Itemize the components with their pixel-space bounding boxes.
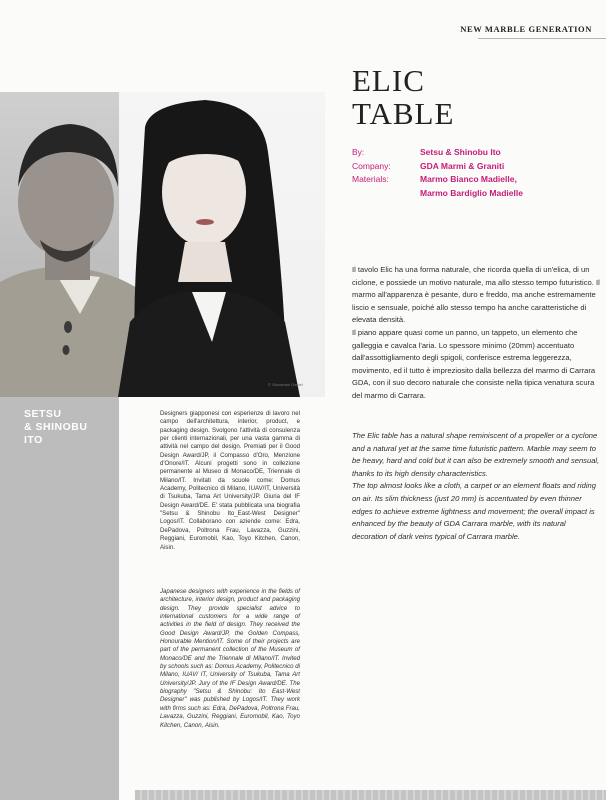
designer-name-line-3: ITO — [24, 434, 43, 446]
section-tag: NEW MARBLE GENERATION — [460, 24, 592, 34]
title-line-1: ELIC — [352, 63, 425, 98]
portrait-illustration — [0, 92, 325, 397]
designer-bio-italian: Designers giapponesi con esperienze di lavoro nel campo dell'architettura, interior, product, e packaging design. Svolgono l'attività di consulenza per clienti internazionali, per una vasta gamma di attività nel campo del design. Premiati per il Good Design Award/JP, il Compasso d'Oro, Menzione d'Onore/IT. Alcuni progetti sono in collezione permanente al Museo di Monaco/DE, Triennale di Milano/IT. Invitati da scuole come: Domus Academy, Politecnico di Milano, IUAV/IT, Università di Tsukuba, Tama Art University/JP. Giuria del IF Design Award/DE. E' stata pubblicata una biografia "Setsu & Shinobu Ito_East-West Designer" Logos/IT. Collaborano con aziende come: Edra, DePadova, Poltrona Frau, Lavazza, Guzzini, Reggiani, Euromobil, Kao, Toyo Kitchen, Canon, Aisin. — [160, 410, 300, 551]
photo-credit: © Giovannni Gastel — [268, 382, 303, 387]
material-2: Marmo Bardiglio Madielle — [420, 187, 523, 198]
header-rule — [478, 38, 606, 39]
product-credits — [352, 146, 590, 200]
product-description-english — [352, 430, 600, 543]
description-paragraph: The top almost looks like a cloth, a carpet or an element floats and riding on air. Its slim thickness (just 20 mm) is accentuated by even thinner edges to achieve extreme lightness and movement; the overall impact is enhanced by the beauty of GDA Carrara marble, with its natural decoration of dark veins typical of Carrara marble. — [352, 481, 596, 541]
designer-names — [24, 408, 87, 447]
description-paragraph: Il piano appare quasi come un panno, un tappeto, un elemento che galleggia e cavalca l'aria. Lo spessore minimo (20mm) accentuato dall'assottigliamento degli spigoli, conferisce estrema leggerezza, movimento, ed il tutto è impreziosito dalla bellezza del marmo di Carrara GDA, con il suo decoro naturale che consiste nella tipica venatura scura del marmo di Carrara. — [352, 327, 596, 400]
page-title — [352, 64, 454, 130]
credit-row-materials — [352, 173, 590, 200]
credit-value — [420, 173, 590, 200]
credit-row-company — [352, 160, 590, 174]
credit-label: Company: — [352, 160, 391, 171]
product-description-italian — [352, 264, 600, 403]
designer-bio-english: Japanese designers with experience in the fields of architecture, interior design, product and packaging design. They provide specialist advice to international customers for a wide range of activities in the field of design. They received the Good Design Award/JP, the Golden Compass, Honourable Mention/IT. Some of their projects are part of the permanent collection of the Museum of Monaco/DE and the Triennale di Milano/IT. Invited by schools such as: Domus Academy, Politecnico di Milano, IUAV/ IT, University of Tsukuba, Tama Art University/JP. Jury of the IF Design Award/DE. The biography "Setsu & Shinobu: Ito East-West Designer" was published by Logos/IT. They work with firms such as: Edra, DePadova, Poltrona Frau, Lavazza, Guzzini, Reggiani, Euromobil, Kao, Toyo Kitchen, Canon, Aisin. — [160, 588, 300, 729]
credit-row-by — [352, 146, 590, 160]
description-paragraph: Il tavolo Elic ha una forma naturale, che ricorda quella di un'elica, di un ciclone, e possiede un motivo naturale, ma allo stesso tempo futuristico. Il marmo all'apparenza è pesante, duro e freddo, ma anche estremamente liscio e sensuale, poiché allo stesso tempo ha anche caratteristiche di elevata densità. — [352, 265, 600, 325]
credit-label: Materials: — [352, 174, 389, 184]
designer-name-line-1: SETSU — [24, 408, 62, 420]
designer-sidebar — [0, 397, 119, 800]
footer-strip — [135, 790, 606, 800]
credit-label: By: — [352, 147, 365, 157]
title-line-2: TABLE — [352, 96, 455, 131]
material-1: Marmo Bianco Madielle, — [420, 174, 517, 184]
credit-value: Setsu & Shinobu Ito — [420, 147, 501, 157]
credit-value: GDA Marmi & Graniti — [420, 160, 505, 171]
designer-name-line-2: & SHINOBU — [24, 421, 88, 433]
description-paragraph: The Elic table has a natural shape reminiscent of a propeller or a cyclone and a natural yet at the same time futuristic pattern. Marble may seem to be heavy, hard and cold but it can also be extremely smooth and sensual, thanks to its high density characteristics. — [352, 431, 600, 478]
designers-photo — [0, 92, 325, 397]
